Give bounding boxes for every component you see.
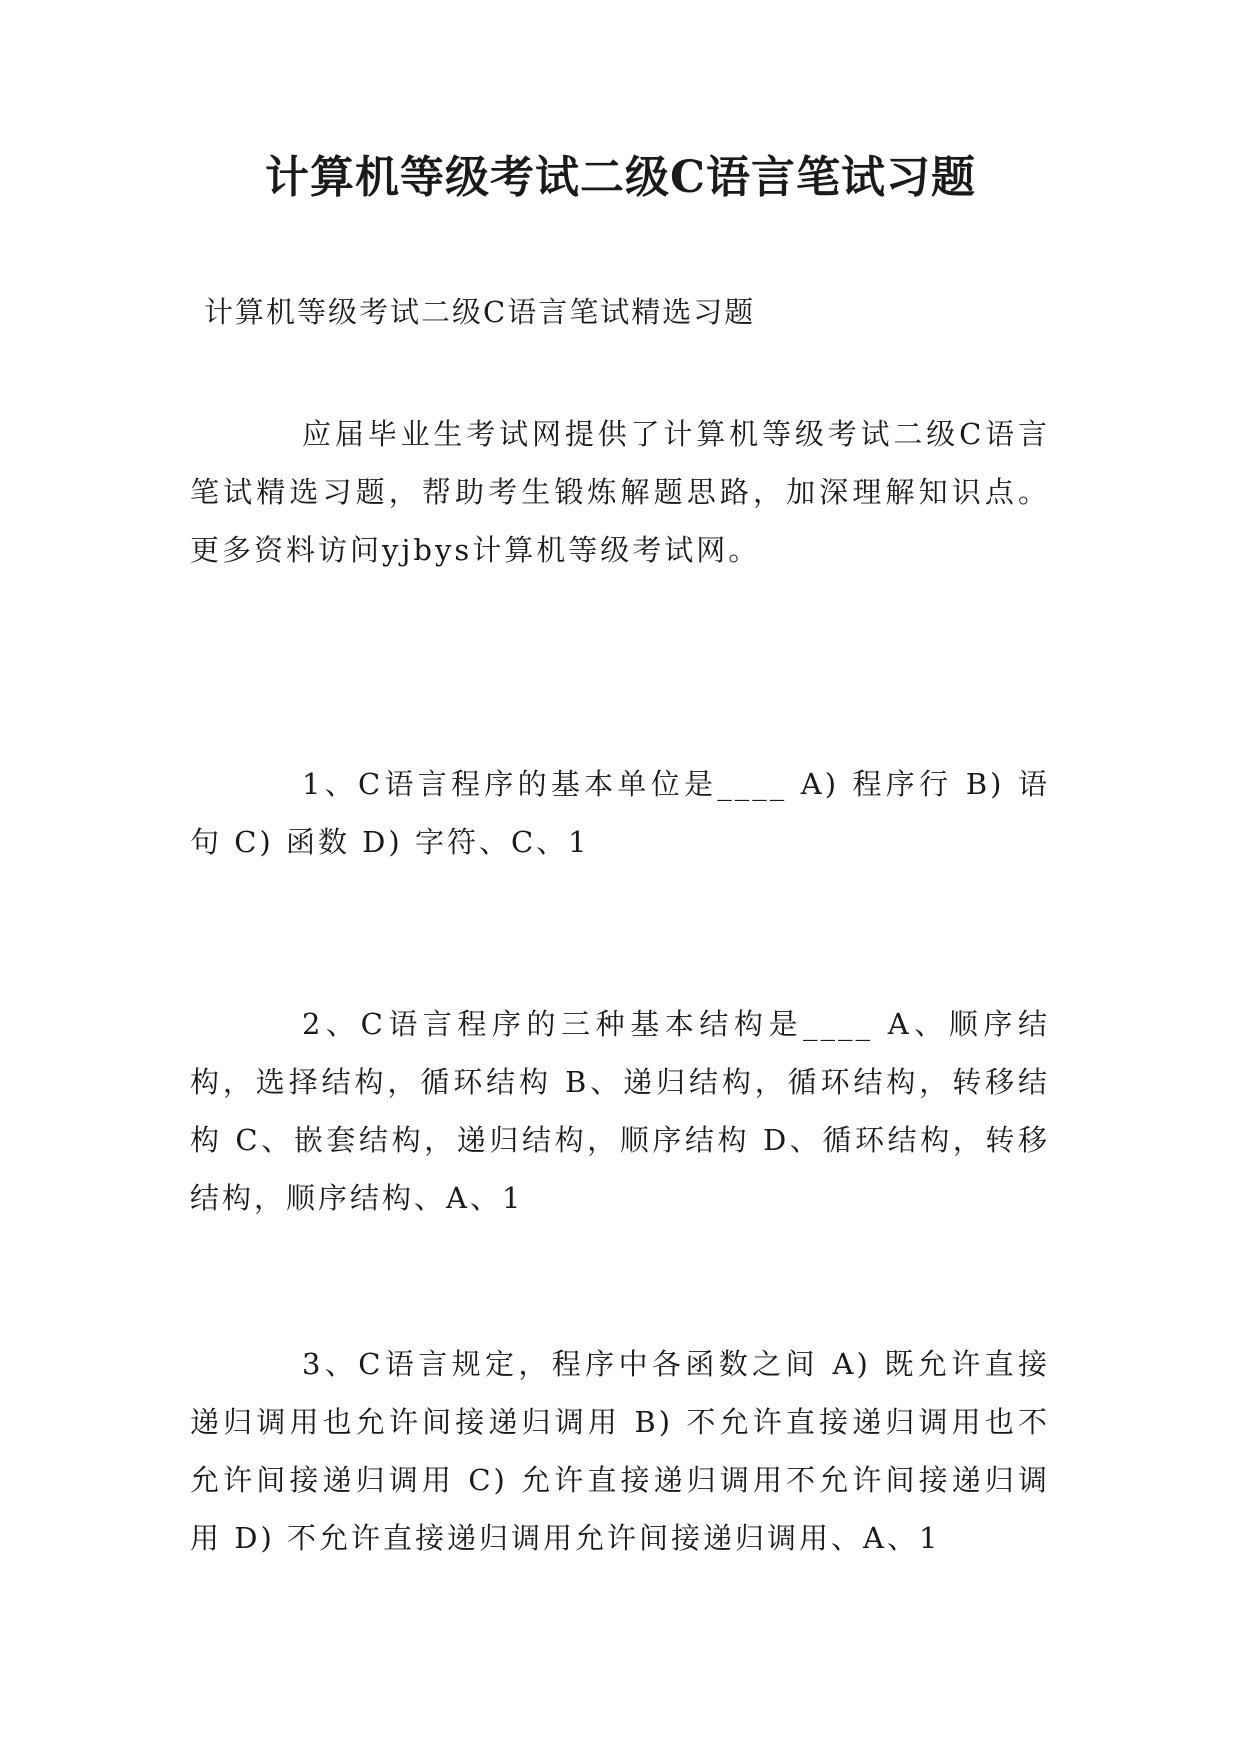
- document-subtitle: 计算机等级考试二级C语言笔试精选习题: [204, 295, 756, 329]
- question-2: 2、C语言程序的三种基本结构是____ A、顺序结构，选择结构，循环结构 B、递归结构，循环结构，转移结构 C、嵌套结构，递归结构，顺序结构 D、循环结构，转移结构，顺序结构、A、1: [190, 1007, 1050, 1215]
- question-1: 1、C语言程序的基本单位是____ A) 程序行 B) 语句 C) 函数 D) 字符、C、1: [190, 767, 1050, 859]
- intro-paragraph: 应届毕业生考试网提供了计算机等级考试二级C语言笔试精选习题，帮助考生锻炼解题思路，加深理解知识点。更多资料访问yjbys计算机等级考试网。: [190, 417, 1050, 567]
- question-3: 3、C语言规定，程序中各函数之间 A) 既允许直接递归调用也允许间接递归调用 B) 不允许直接递归调用也不允许间接递归调用 C) 允许直接递归调用不允许间接递归调用 D) 不允许直接递归调用允许间接递归调用、A、1: [190, 1347, 1050, 1555]
- document-title: 计算机等级考试二级C语言笔试习题: [264, 152, 977, 203]
